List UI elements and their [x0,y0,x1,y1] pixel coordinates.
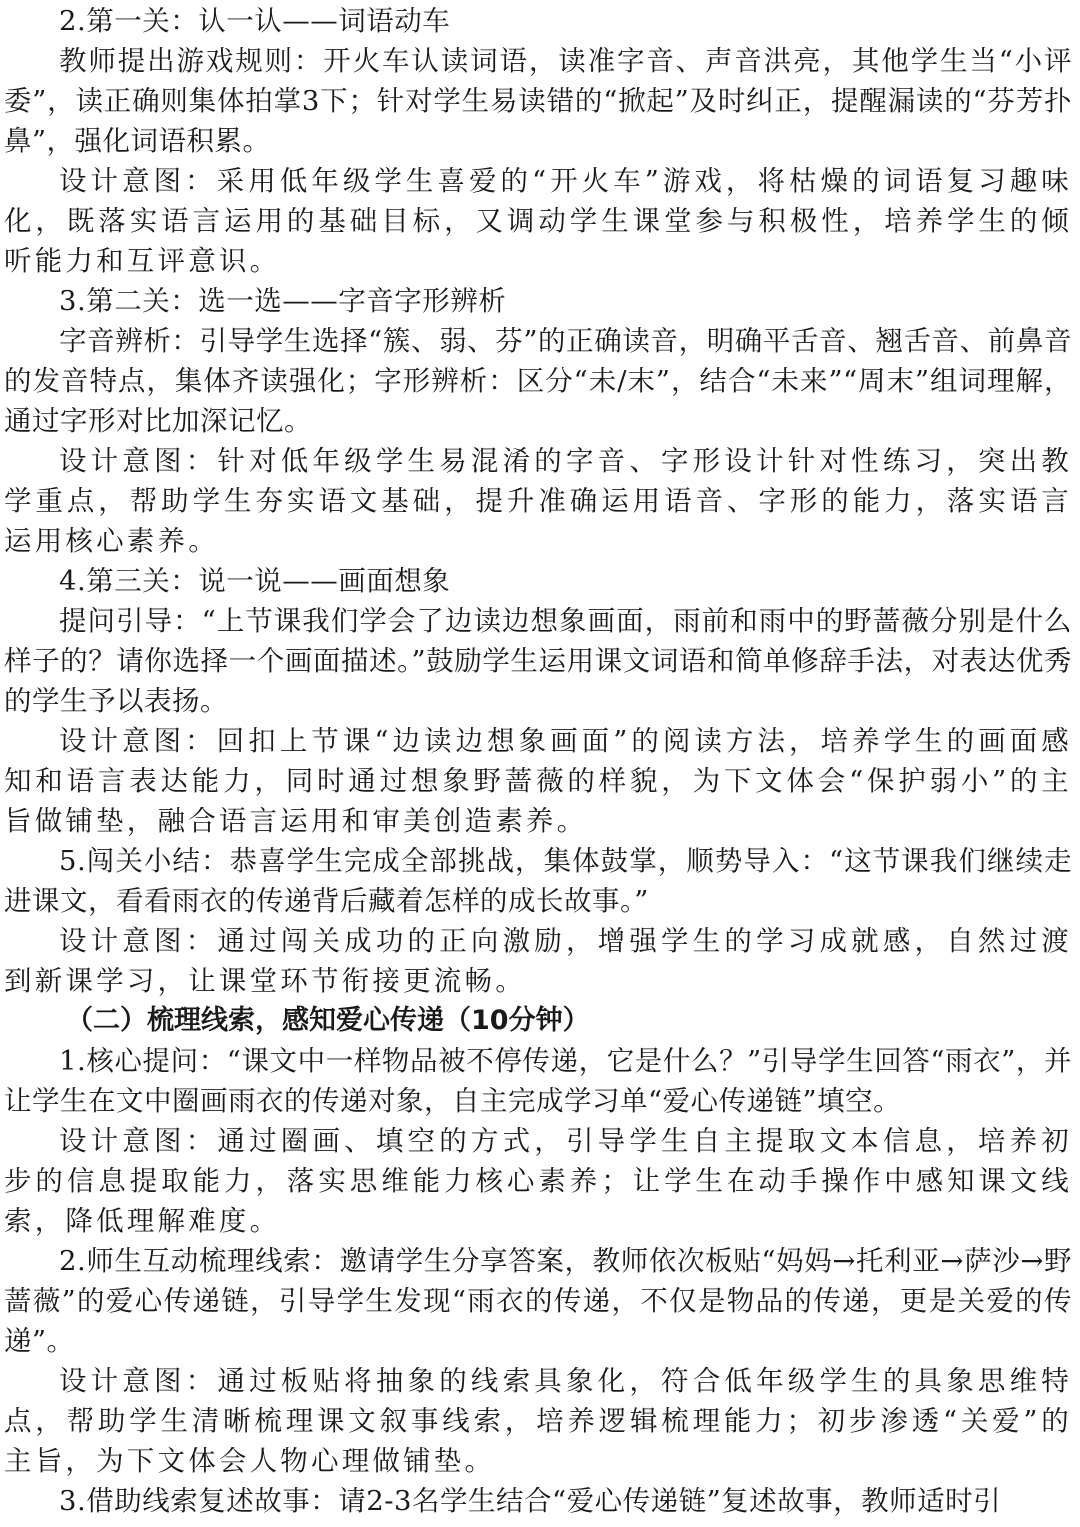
stage-summary-paragraph: 5.闯关小结：恭喜学生完成全部挑战，集体鼓掌，顺势导入：“这节课我们继续走进课文，看看雨衣的传递背后藏着怎样的成长故事。” [4,845,1072,917]
stage-three-question-paragraph: 提问引导：“上节课我们学会了边读边想象画面，雨前和雨中的野蔷薇分别是什么样子的？请你选择一个画面描述。”鼓励学生运用课文词语和简单修辞手法，对表达优秀的学生予以表扬。 [4,605,1072,717]
stage-two-design-intent: 设计意图：针对低年级学生易混淆的字音、字形设计针对性练习，突出教学重点，帮助学生夯实语文基础，提升准确运用语音、字形的能力，落实语言运用核心素养。 [4,445,1072,557]
stage-one-design-intent: 设计意图：采用低年级学生喜爱的“开火车”游戏，将枯燥的词语复习趣味化，既落实语言运用的基础目标，又调动学生课堂参与积极性，培养学生的倾听能力和互评意识。 [4,165,1072,277]
stage-three-design-intent: 设计意图：回扣上节课“边读边想象画面”的阅读方法，培养学生的画面感知和语言表达能力，同时通过想象野蔷薇的样貌，为下文体会“保护弱小”的主旨做铺垫，融合语言运用和审美创造素养。 [4,725,1072,837]
stage-three-heading: 4.第三关：说一说——画面想象 [59,565,451,597]
stage-two-analysis-paragraph: 字音辨析：引导学生选择“簇、弱、芬”的正确读音，明确平舌音、翘舌音、前鼻音的发音特点，集体齐读强化；字形辨析：区分“未/末”，结合“未来”“周末”组词理解，通过字形对比加深记忆。 [4,325,1072,437]
interaction-clue-design-intent: 设计意图：通过板贴将抽象的线索具象化，符合低年级学生的具象思维特点，帮助学生清晰梳理课文叙事线索，培养逻辑梳理能力；初步渗透“关爱”的主旨，为下文体会人物心理做铺垫。 [4,1365,1072,1477]
stage-summary-design-intent: 设计意图：通过闯关成功的正向激励，增强学生的学习成就感，自然过渡到新课学习，让课堂环节衔接更流畅。 [4,925,1072,997]
interaction-clue-paragraph: 2.师生互动梳理线索：邀请学生分享答案，教师依次板贴“妈妈→托利亚→萨沙→野蔷薇”的爱心传递链，引导学生发现“雨衣的传递，不仅是物品的传递，更是关爱的传递”。 [4,1245,1072,1357]
core-question-design-intent: 设计意图：通过圈画、填空的方式，引导学生自主提取文本信息，培养初步的信息提取能力，落实思维能力核心素养；让学生在动手操作中感知课文线索，降低理解难度。 [4,1125,1072,1237]
section-two-heading: （二）梳理线索，感知爱心传递（10分钟） [66,1005,590,1036]
stage-two-heading: 3.第二关：选一选——字音字形辨析 [59,285,507,317]
retell-story-paragraph: 3.借助线索复述故事：请2-3名学生结合“爱心传递链”复述故事，教师适时引 [59,1485,1002,1517]
stage-one-rules-paragraph: 教师提出游戏规则：开火车认读词语，读准字音、声音洪亮，其他学生当“小评委”，读正确则集体拍掌3下；针对学生易读错的“掀起”及时纠正，提醒漏读的“芬芳扑鼻”，强化词语积累。 [4,45,1072,157]
core-question-paragraph: 1.核心提问：“课文中一样物品被不停传递，它是什么？”引导学生回答“雨衣”，并让学生在文中圈画雨衣的传递对象，自主完成学习单“爱心传递链”填空。 [4,1045,1072,1117]
stage-one-heading: 2.第一关：认一认——词语动车 [59,5,451,37]
